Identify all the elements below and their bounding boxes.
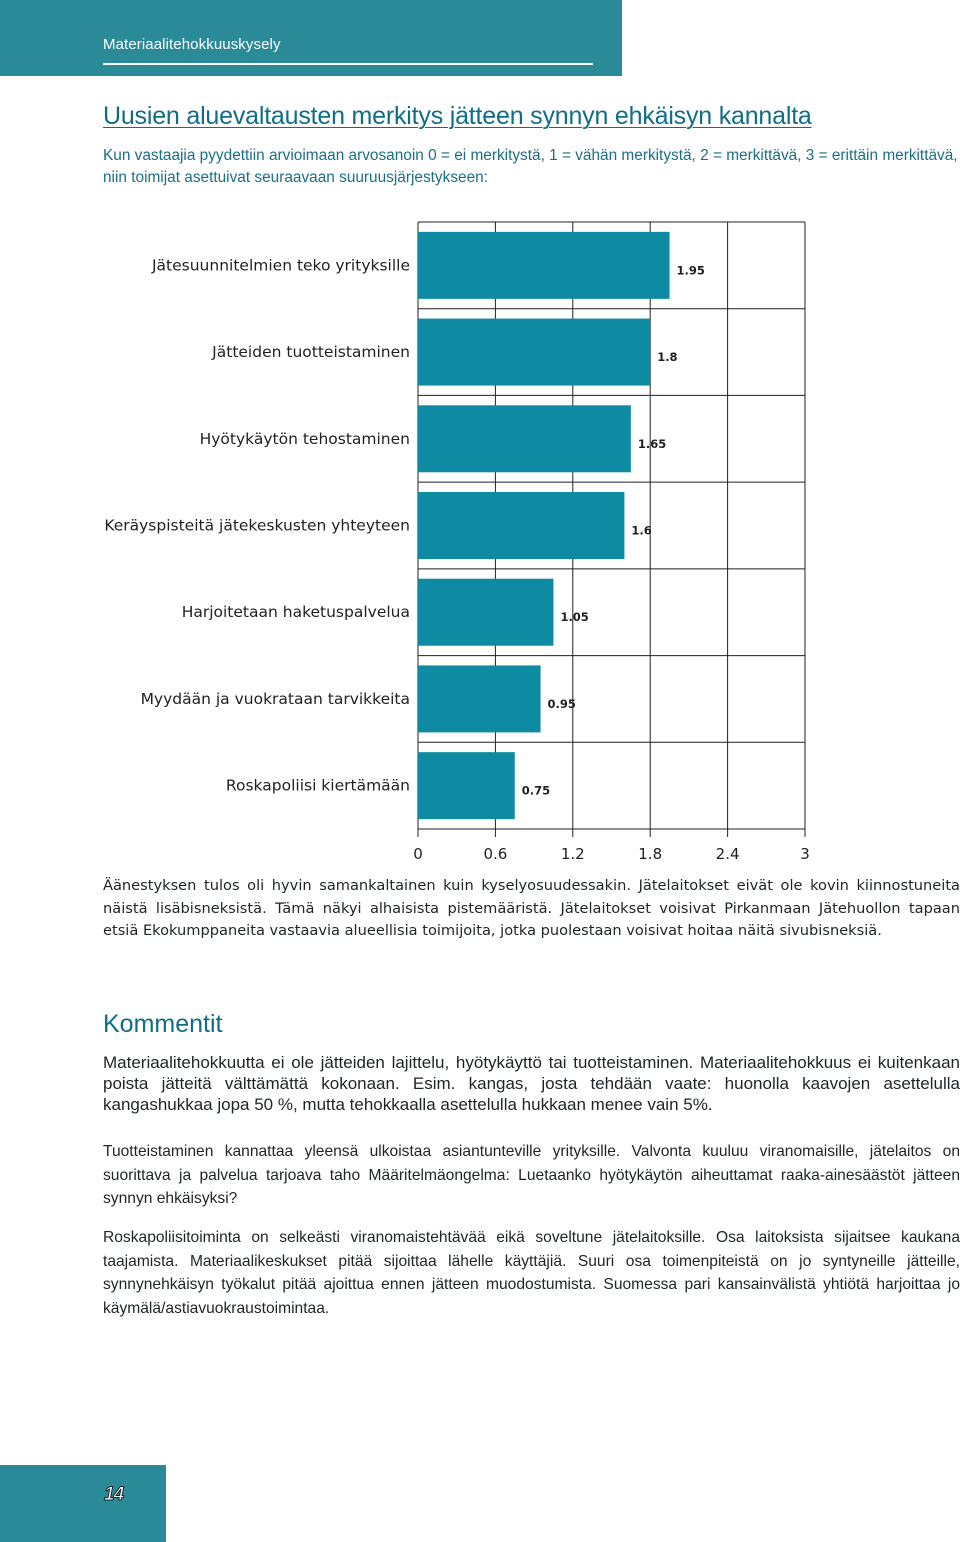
tick-label: 0.6	[483, 845, 508, 863]
comments-title: Kommentit	[103, 1010, 223, 1038]
comment-paragraph-3: Roskapoliisitoiminta on selkeästi viranomaistehtävää eikä soveltune jätelaitoksille. Osa laitoksista sijaitsee kaukana taajamista. Materiaalikeskukset pitää sijoittaa lähelle käyttäjiä. Suuri osa toimenpiteistä on jo syntyneille jätteille, synnynehkäisyn työkalut pitää ajoittua ennen jätteen muodostumista. Suomessa pari kansainvälistä yhtiötä harjoittaa jo käymälä/astiavuokraustoimintaa.	[103, 1229, 960, 1317]
header-title: Materiaalitehokkuuskysely	[103, 36, 281, 53]
bar	[418, 232, 670, 299]
data-label: 1.8	[657, 350, 678, 365]
category-label: Jätesuunnitelmien teko yrityksille	[151, 256, 410, 275]
category-label: Myydään ja vuokrataan tarvikkeita	[140, 689, 410, 708]
category-label: Jätteiden tuotteistaminen	[212, 343, 410, 362]
tick-label: 3	[800, 845, 810, 863]
tick-label: 1.2	[560, 845, 585, 863]
page-number: 14	[104, 1484, 124, 1505]
section-intro: Kun vastaajia pyydettiin arvioimaan arvosanoin 0 = ei merkitystä, 1 = vähän merkitystä, 2 = merkittävä, 3 = erittäin merkittävä, niin toimijat asettuivat seuraavaan suuruusjärjestykseen:	[103, 147, 958, 186]
bar	[418, 319, 650, 386]
data-label: 0.75	[521, 783, 551, 798]
data-label: 1.65	[637, 436, 667, 451]
tick-label: 1.8	[638, 845, 663, 863]
header-band	[0, 0, 622, 76]
tick-label: 2.4	[715, 845, 740, 863]
bar	[418, 579, 553, 646]
data-label: 0.95	[547, 696, 576, 711]
bar	[418, 665, 541, 732]
bar	[418, 752, 515, 819]
category-label: Harjoitetaan haketuspalvelua	[181, 603, 410, 622]
bar	[418, 492, 624, 559]
result-paragraph: Äänestyksen tulos oli hyvin samankaltainen kuin kyselyosuudessakin. Jätelaitokset eivät ole kovin kiinnostuneita näistä lisäbisneksistä. Tämä näkyi alhaisista pistemääristä. Jätelaitokset voisivat Pirkanmaan Jätehuollon tapaan etsiä Ekokumppaneita vastaavia alueellisia toimijoita, jotka puolestaan voisivat hoitaa näitä sivubisneksiä.	[103, 877, 960, 939]
footer-band	[0, 1465, 166, 1542]
section-title: Uusien aluevaltausten merkitys jätteen synnyn ehkäisyn kannalta	[103, 102, 812, 130]
category-label: Roskapoliisi kiertämään	[225, 776, 410, 795]
category-label: Hyötykäytön tehostaminen	[199, 429, 410, 448]
bar	[418, 405, 631, 472]
data-label: 1.6	[631, 523, 652, 538]
data-label: 1.95	[676, 263, 705, 278]
category-label: Keräyspisteitä jätekeskusten yhteyteen	[104, 516, 410, 535]
data-label: 1.05	[560, 610, 589, 625]
comment-paragraph-2: Tuotteistaminen kannattaa yleensä ulkoistaa asiantunteville yrityksille. Valvonta kuuluu viranomaisille, jätelaitos on suorittava ja palvelua tarjoava taho Määritelmäongelma: Luetaanko hyötykäytön aiheuttamat raaka-ainesäästöt jätteen synnyn ehkäisyksi?	[103, 1143, 960, 1207]
chart-svg	[0, 210, 960, 870]
comment-paragraph-1: Materiaalitehokkuutta ei ole jätteiden lajittelu, hyötykäyttö tai tuotteistaminen. Materiaalitehokkuus ei kuitenkaan poista jätteitä välttämättä kokonaan. Esim. kangas, josta tehdään vaate: huonolla kaavojen asettelulla kangashukkaa jopa 50 %, mutta tehokkaalla asettelulla hukkaan menee vain 5%.	[103, 1053, 960, 1114]
header-divider	[103, 63, 593, 65]
tick-label: 0	[413, 845, 423, 863]
bar-chart	[0, 210, 960, 870]
